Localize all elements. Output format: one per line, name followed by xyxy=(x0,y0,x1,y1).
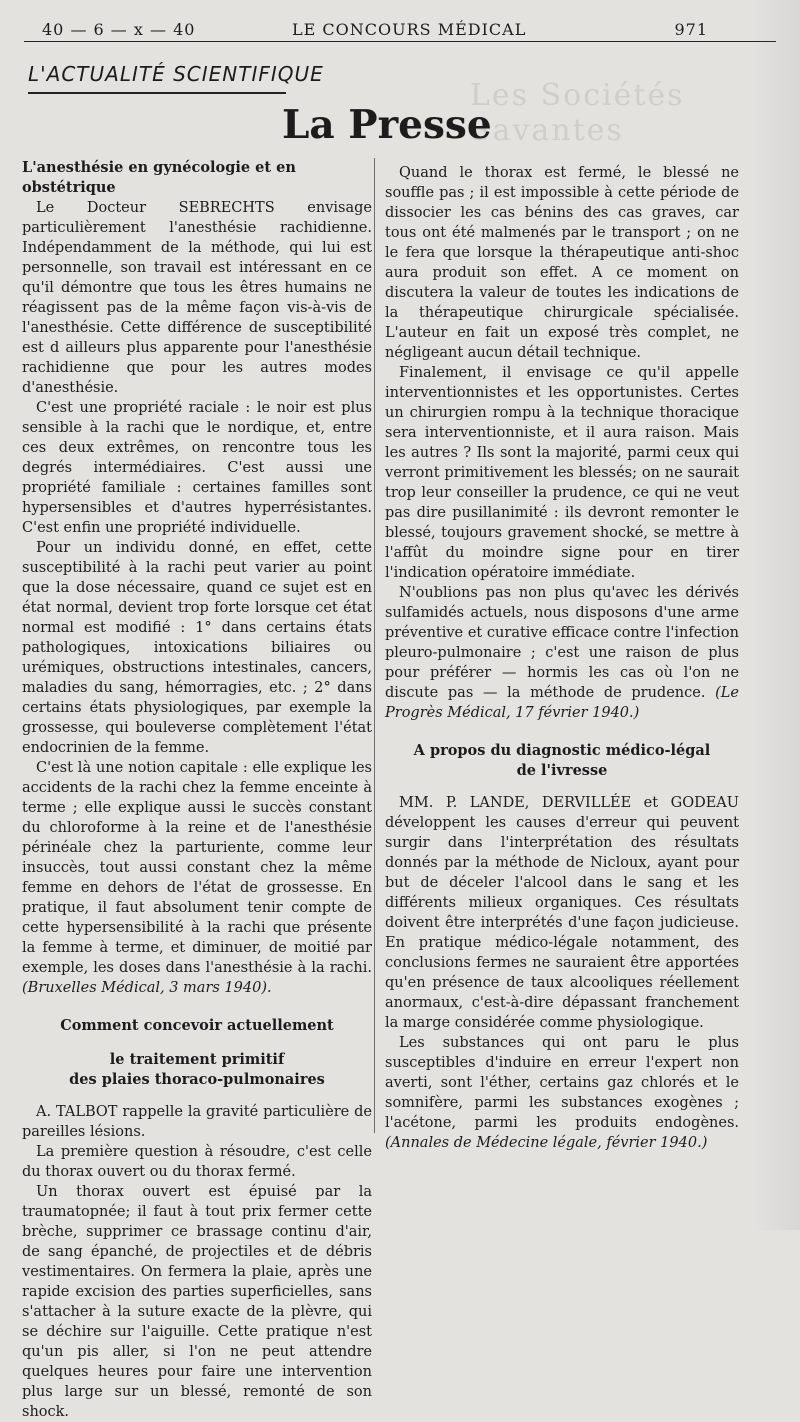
page-edge-shadow xyxy=(752,0,800,1230)
running-header xyxy=(24,18,780,40)
article-title-anesthesie: L'anesthésie en gynécologie et en obstétrique xyxy=(22,159,296,196)
column-divider xyxy=(374,158,375,1133)
article-source: (Bruxelles Médical, 3 mars 1940). xyxy=(22,980,272,996)
paragraph xyxy=(385,583,739,723)
article-source: (Annales de Médecine légale, février 1940.) xyxy=(385,1135,708,1151)
paragraph-text: Les substances qui ont paru le plus susceptibles d'induire en erreur l'expert non averti, sont l'éther, certains gaz chlorés et le somnifère, parmi les substances exogènes ; l'acétone, parmi les produits endogènes. xyxy=(385,1035,739,1131)
article-source: (Le Progrès Médical, 17 février 1940.) xyxy=(385,685,740,721)
paragraph: La première question à résoudre, c'est celle du thorax ouvert ou du thorax fermé. xyxy=(22,1144,372,1180)
paragraph: A. TALBOT rappelle la gravité particulière de pareilles lésions. xyxy=(22,1104,372,1140)
left-column xyxy=(22,158,372,1422)
paragraph-text: C'est là une notion capitale : elle explique les accidents de la rachi chez la femme enceinte à terme ; elle explique aussi le succès constant du chloroforme à la reine et de l'anesthésie périnéale chez la parturiente, comme leur insuccès, tout aussi constant chez la même femme en dehors de l'état de grossesse. En pratique, il faut absolument tenir compte de cette hypersensibilité à la rachi que présente la femme à terme, et diminuer, de moitié par exemple, les doses dans l'anesthésie à la rachi. xyxy=(22,760,372,976)
paragraph: Pour un individu donné, en effet, cette susceptibilité à la rachi peut varier au point que la dose nécessaire, quand ce sujet est en état normal, devient trop forte lorsque cet état normal est modifié : 1° dans certains états pathologiques, intoxications biliaires ou urémiques, obstructions intestinales, cancers, maladies du sang, hémorragies, etc. ; 2° dans certains états physiologiques, par exemple la grossesse, qui bouleverse complètement l'état endocrinien de la femme. xyxy=(22,540,372,756)
watermark-text: Les Sociétés Savantes xyxy=(470,78,685,148)
section-label: L'ACTUALITÉ SCIENTIFIQUE xyxy=(28,62,324,86)
paragraph: Quand le thorax est fermé, le blessé ne souffle pas ; il est impossible à cette période de dissocier les cas bénins des cas graves, car tous ont été malmenés par le transport ; on ne le fera que lorsque la thérapeutique anti-shoc aura produit son effet. A ce moment on discutera la valeur de toutes les indications de la thérapeutique chirurgicale spécialisée. L'auteur en fait un exposé très complet, ne négligeant aucun détail technique. xyxy=(385,165,739,361)
paragraph: Le Docteur SEBRECHTS envisage particulièrement l'anesthésie rachidienne. Indépendamment de la méthode, qui lui est personnelle, son travail est intéressant en ce qu'il démontre que tous les êtres humains ne réagissent pas de la même façon vis-à-vis de l'anesthésie. Cette différence de susceptibilité est d ailleurs plus apparente pour l'anesthésie rachidienne que pour les autres modes d'anesthésie. xyxy=(22,200,372,396)
paragraph: MM. P. LANDE, DERVILLÉE et GODEAU développent les causes d'erreur qui peuvent surgir dans l'interprétation des résultats donnés par la méthode de Nicloux, ayant pour but de déceler l'alcool dans le sang et les différents milieux organiques. Ces résultats doivent être interprétés d'une façon judicieuse. En pratique médico-légale notamment, des conclusions fermes ne sauraient être apportées qu'en présence de taux alcooliques réellement anormaux, c'est-à-dire dépassant franchement la marge considérée comme physiologique. xyxy=(385,795,739,1031)
article-title-ivresse-l2: de l'ivresse xyxy=(516,762,608,779)
paragraph: Un thorax ouvert est épuisé par la traumatopnée; il faut à tout prix fermer cette brèche, supprimer ce brassage continu d'air, de sang épanché, de projectiles et de débris vestimentaires. On fermera la plaie, après une rapide excision des parties superficielles, sans s'attacher à la suture exacte de la plèvre, qui se déchire sur l'aiguille. Cette pratique n'est qu'un pis aller, si l'on ne peut attendre quelques heures pour faire une intervention plus large sur un blessé, remonté de son shock. xyxy=(22,1184,372,1420)
header-journal-title: LE CONCOURS MÉDICAL xyxy=(292,20,527,39)
paragraph xyxy=(385,1033,739,1153)
paragraph xyxy=(22,758,372,998)
page-number: 971 xyxy=(674,20,708,39)
header-issue-number: 40 — 6 — x — 40 xyxy=(42,20,196,39)
article-title-plaies-l2: le traitement primitif xyxy=(109,1051,285,1068)
article-title-ivresse-l1: A propos du diagnostic médico-légal xyxy=(413,742,711,759)
paragraph: C'est une propriété raciale : le noir est plus sensible à la rachi que le nordique, et, entre ces deux extrêmes, on rencontre tous les degrés intermédiaires. C'est aussi une propriété familiale : certaines familles sont hypersensibles et d'autres hyperrésistantes. C'est enfin une propriété individuelle. xyxy=(22,400,372,536)
header-rule xyxy=(24,41,776,42)
article-title-plaies-l3: des plaies thoraco-pulmonaires xyxy=(69,1071,325,1088)
section-rule xyxy=(28,92,286,94)
paragraph: Finalement, il envisage ce qu'il appelle interventionnistes et les opportunistes. Certes un chirurgien rompu à la technique thoracique sera interventionniste, et il aura raison. Mais les autres ? Ils sont la majorité, parmi ceux qui verront primitivement les blessés; on ne saurait trop leur conseiller la prudence, ce qui ne veut pas dire pusillanimité : ils devront remonter le blessé, toujours gravement shocké, se mettre à l'affût du moindre signe pour en tirer l'indication opératoire immédiate. xyxy=(385,365,739,581)
page-title: La Presse xyxy=(282,102,492,148)
article-title-plaies-l1: Comment concevoir actuellement xyxy=(60,1017,334,1034)
right-column xyxy=(385,163,739,1153)
paragraph-text: N'oublions pas non plus qu'avec les dérivés sulfamidés actuels, nous disposons d'une arme préventive et curative efficace contre l'infection pleuro-pulmonaire ; c'est une raison de plus pour préférer — hormis les cas où l'on ne discute pas — la méthode de prudence. xyxy=(385,585,739,701)
